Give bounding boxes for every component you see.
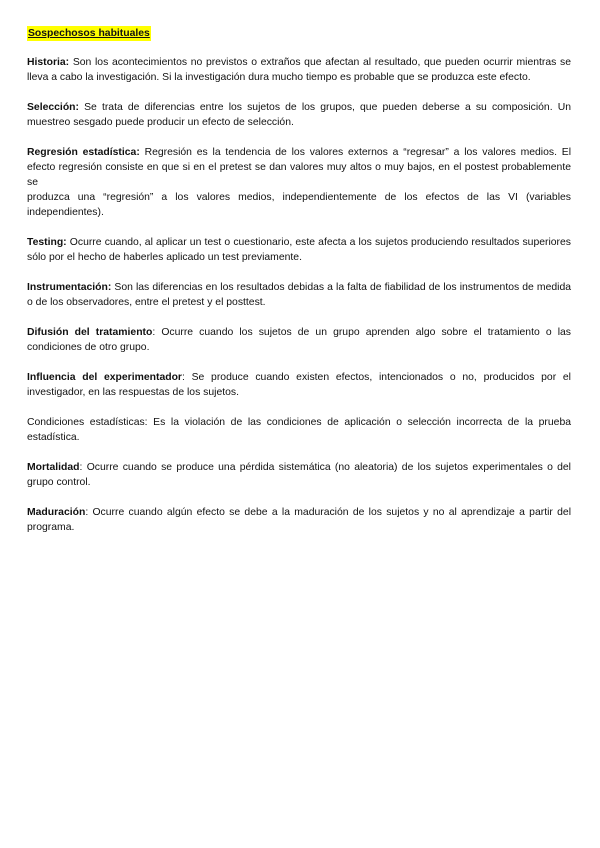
section-difusion-tratamiento [27,325,571,355]
term-difusion-tratamiento: Difusión del tratamiento [27,327,153,338]
term-maduracion: Maduración [27,507,86,518]
section-regresion-estadistica [27,145,571,220]
term-testing: Testing: [27,237,67,248]
term-mortalidad: Mortalidad [27,462,80,473]
term-influencia-experimentador: Influencia del experimentador [27,372,182,383]
section-testing [27,235,571,265]
term-instrumentacion: Instrumentación: [27,282,112,293]
section-historia [27,55,571,85]
text-condiciones-estadisticas: Es la violación de las condiciones de aplicación o selección incorrecta de la prueba estadística. [27,417,572,443]
section-instrumentacion [27,280,571,310]
section-condiciones-estadisticas [27,415,571,445]
term-condiciones-estadisticas: Condiciones estadísticas: [27,417,148,428]
text-influencia-experimentador: : Se produce cuando existen efectos, intencionados o no, producidos por el investigador, en las respuestas de los sujetos. [27,372,571,398]
term-regresion-estadistica: Regresión estadística: [27,147,140,158]
document-page [27,26,571,550]
text-testing: Ocurre cuando, al aplicar un test o cuestionario, este afecta a los sujetos produciendo resultados superiores sólo por el hecho de haberles aplicado un test previamente. [27,237,571,263]
text-instrumentacion: Son las diferencias en los resultados debidas a la falta de fiabilidad de los instrumentos de medida o de los observadores, entre el pretest y el posttest. [27,282,571,308]
section-mortalidad [27,460,571,490]
text-regresion-estadistica: Regresión es la tendencia de los valores externos a “regresar” a los valores medios. El efecto regresión consiste en que si en el pretest se dan valores muy altos o muy bajos, en el postest probablemente se [27,147,572,188]
text-seleccion: Se trata de diferencias entre los sujetos de los grupos, que pueden deberse a su composición. Un muestreo sesgado puede producir un efecto de selección. [27,102,571,128]
text-mortalidad: : Ocurre cuando se produce una pérdida sistemática (no aleatoria) de los sujetos experimentales o del grupo control. [27,462,571,488]
section-maduracion [27,505,571,535]
section-seleccion [27,100,571,130]
section-influencia-experimentador [27,370,571,400]
text-maduracion: : Ocurre cuando algún efecto se debe a la maduración de los sujetos y no al aprendizaje a partir del programa. [27,507,571,533]
term-seleccion: Selección: [27,102,79,113]
term-historia: Historia: [27,57,70,68]
page-title-text: Sospechosos habituales [28,28,150,39]
page-title [27,26,151,41]
text-historia: Son los acontecimientos no previstos o extraños que afectan al resultado, que pueden ocurrir mientras se lleva a cabo la investigación. Si la investigación dura mucho tiempo es probable que se produzca este efecto. [27,57,571,83]
text-difusion-tratamiento: : Ocurre cuando los sujetos de un grupo aprenden algo sobre el tratamiento o las condiciones de otro grupo. [27,327,571,353]
text-regresion-estadistica-continued: produzca una “regresión” a los valores medios, independientemente de los efectos de las VI (variables independientes). [27,192,571,218]
